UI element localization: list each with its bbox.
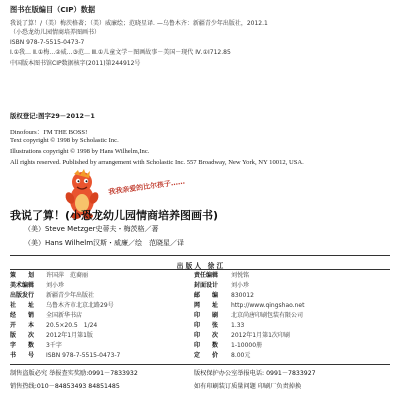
- cip-line: ISBN 978-7-5515-0473-7: [10, 39, 85, 46]
- row-key: 版 次: [10, 332, 35, 339]
- row-value: http://www.qingshao.net: [231, 302, 305, 309]
- author-line: （美）Steve Metzger史蒂夫・梅茨格／著: [24, 225, 159, 233]
- book-title-line: [10, 207, 218, 223]
- row-value: 830012: [231, 292, 254, 299]
- copyright-hotline: 版权保护办公室举报电话: 0991－7833927: [194, 370, 316, 377]
- row-key: 网 址: [194, 302, 219, 309]
- row-value: 3千字: [46, 342, 62, 349]
- illustration-copyright: Illustrations copyright © 1998 by Hans Wilhelm,Inc.: [10, 148, 150, 155]
- row-key: 字 数: [10, 342, 35, 349]
- speech-text-art: [106, 175, 188, 197]
- cip-line: 中国版本图书馆CIP数据核字(2011)第244912号: [10, 60, 141, 67]
- row-value: 许国萍 范裔丽: [46, 272, 89, 279]
- row-key: 定 价: [194, 352, 219, 359]
- row-key: 书 号: [10, 352, 35, 359]
- cip-line: Ⅰ.①我… Ⅱ.①梅…②威…③范… Ⅲ.①儿童文学－图画故事－美国－现代 Ⅳ.①I712.85: [10, 49, 231, 56]
- row-value: 北京尚唐印刷包装有限公司: [231, 312, 304, 319]
- rights-statement: All rights reserved. Published by arrangement with Scholastic Inc. 557 Broadway, New York, NY 10012, USA.: [10, 159, 304, 166]
- row-key: 印 张: [194, 322, 219, 329]
- row-key: 印 刷: [194, 312, 219, 319]
- book-title: 我说了算！: [10, 209, 65, 222]
- divider: [10, 364, 390, 365]
- row-key: 印 次: [194, 332, 219, 339]
- row-key: 封面设计: [194, 282, 219, 289]
- row-key: 开 本: [10, 322, 35, 329]
- speech-text: 我我亲爱的比尔孩子……: [107, 177, 186, 197]
- row-value: 20.5×20.5 1/24: [46, 322, 98, 329]
- row-key: 印 数: [194, 342, 219, 349]
- english-title: Dinofours：I'M THE BOSS!: [10, 129, 88, 136]
- divider: [10, 269, 390, 270]
- piracy-report-line: 制售盗版必究 举报查实奖励:0991－7833932: [10, 370, 138, 377]
- row-key: 出版发行: [10, 292, 35, 299]
- row-value: 刘悦铭: [231, 272, 250, 279]
- row-value: 1.33: [231, 322, 245, 329]
- row-value: 新疆青少年出版社: [46, 292, 95, 299]
- cip-line: 我说了算！/（美）梅茨格著；（美）威廉绘；范晓星译. —乌鲁木齐：新疆青少年出版社，2012.1: [10, 20, 268, 27]
- row-key: 策 划: [10, 272, 35, 279]
- row-key: 责任编辑: [194, 272, 219, 279]
- row-value: 8.00元: [231, 352, 251, 359]
- cip-line: （小恐龙幼儿园情商培养图画书）: [10, 29, 101, 36]
- illustrator-line: （美）Hans Wilhelm汉斯・威廉／绘 范晓星／译: [24, 239, 185, 247]
- divider: [10, 255, 390, 256]
- row-key: 社 址: [10, 302, 35, 309]
- row-value: 1-10000册: [231, 342, 263, 349]
- row-value: 刘小珍: [46, 282, 65, 289]
- row-key: 美术编辑: [10, 282, 35, 289]
- publisher-header: 出 版 人 徐 江: [176, 262, 224, 270]
- row-value: 全国新华书店: [46, 312, 83, 319]
- row-value: 刘小珍: [231, 282, 250, 289]
- row-key: 邮 编: [194, 292, 219, 299]
- book-series: (小恐龙幼儿园情商培养图画书): [65, 209, 219, 222]
- defect-note: 如有印刷装订质量问题 印刷厂负责掉换: [194, 383, 302, 390]
- row-value: ISBN 978-7-5515-0473-7: [46, 352, 121, 359]
- cip-heading: 图书在版编目（CIP）数据: [10, 5, 96, 14]
- row-key: 经 销: [10, 312, 35, 319]
- registration-line: 版权登记:图字29－2012－1: [10, 112, 95, 120]
- row-value: 乌鲁木齐市北京北路29号: [46, 302, 114, 309]
- text-copyright: Text copyright © 1998 by Scholastic Inc.: [10, 137, 119, 144]
- row-value: 2012年1月第1次印刷: [231, 332, 290, 339]
- row-value: 2012年1月第1版: [46, 332, 93, 339]
- sales-hotline: 销售热线:010－84853493 84851485: [10, 383, 120, 390]
